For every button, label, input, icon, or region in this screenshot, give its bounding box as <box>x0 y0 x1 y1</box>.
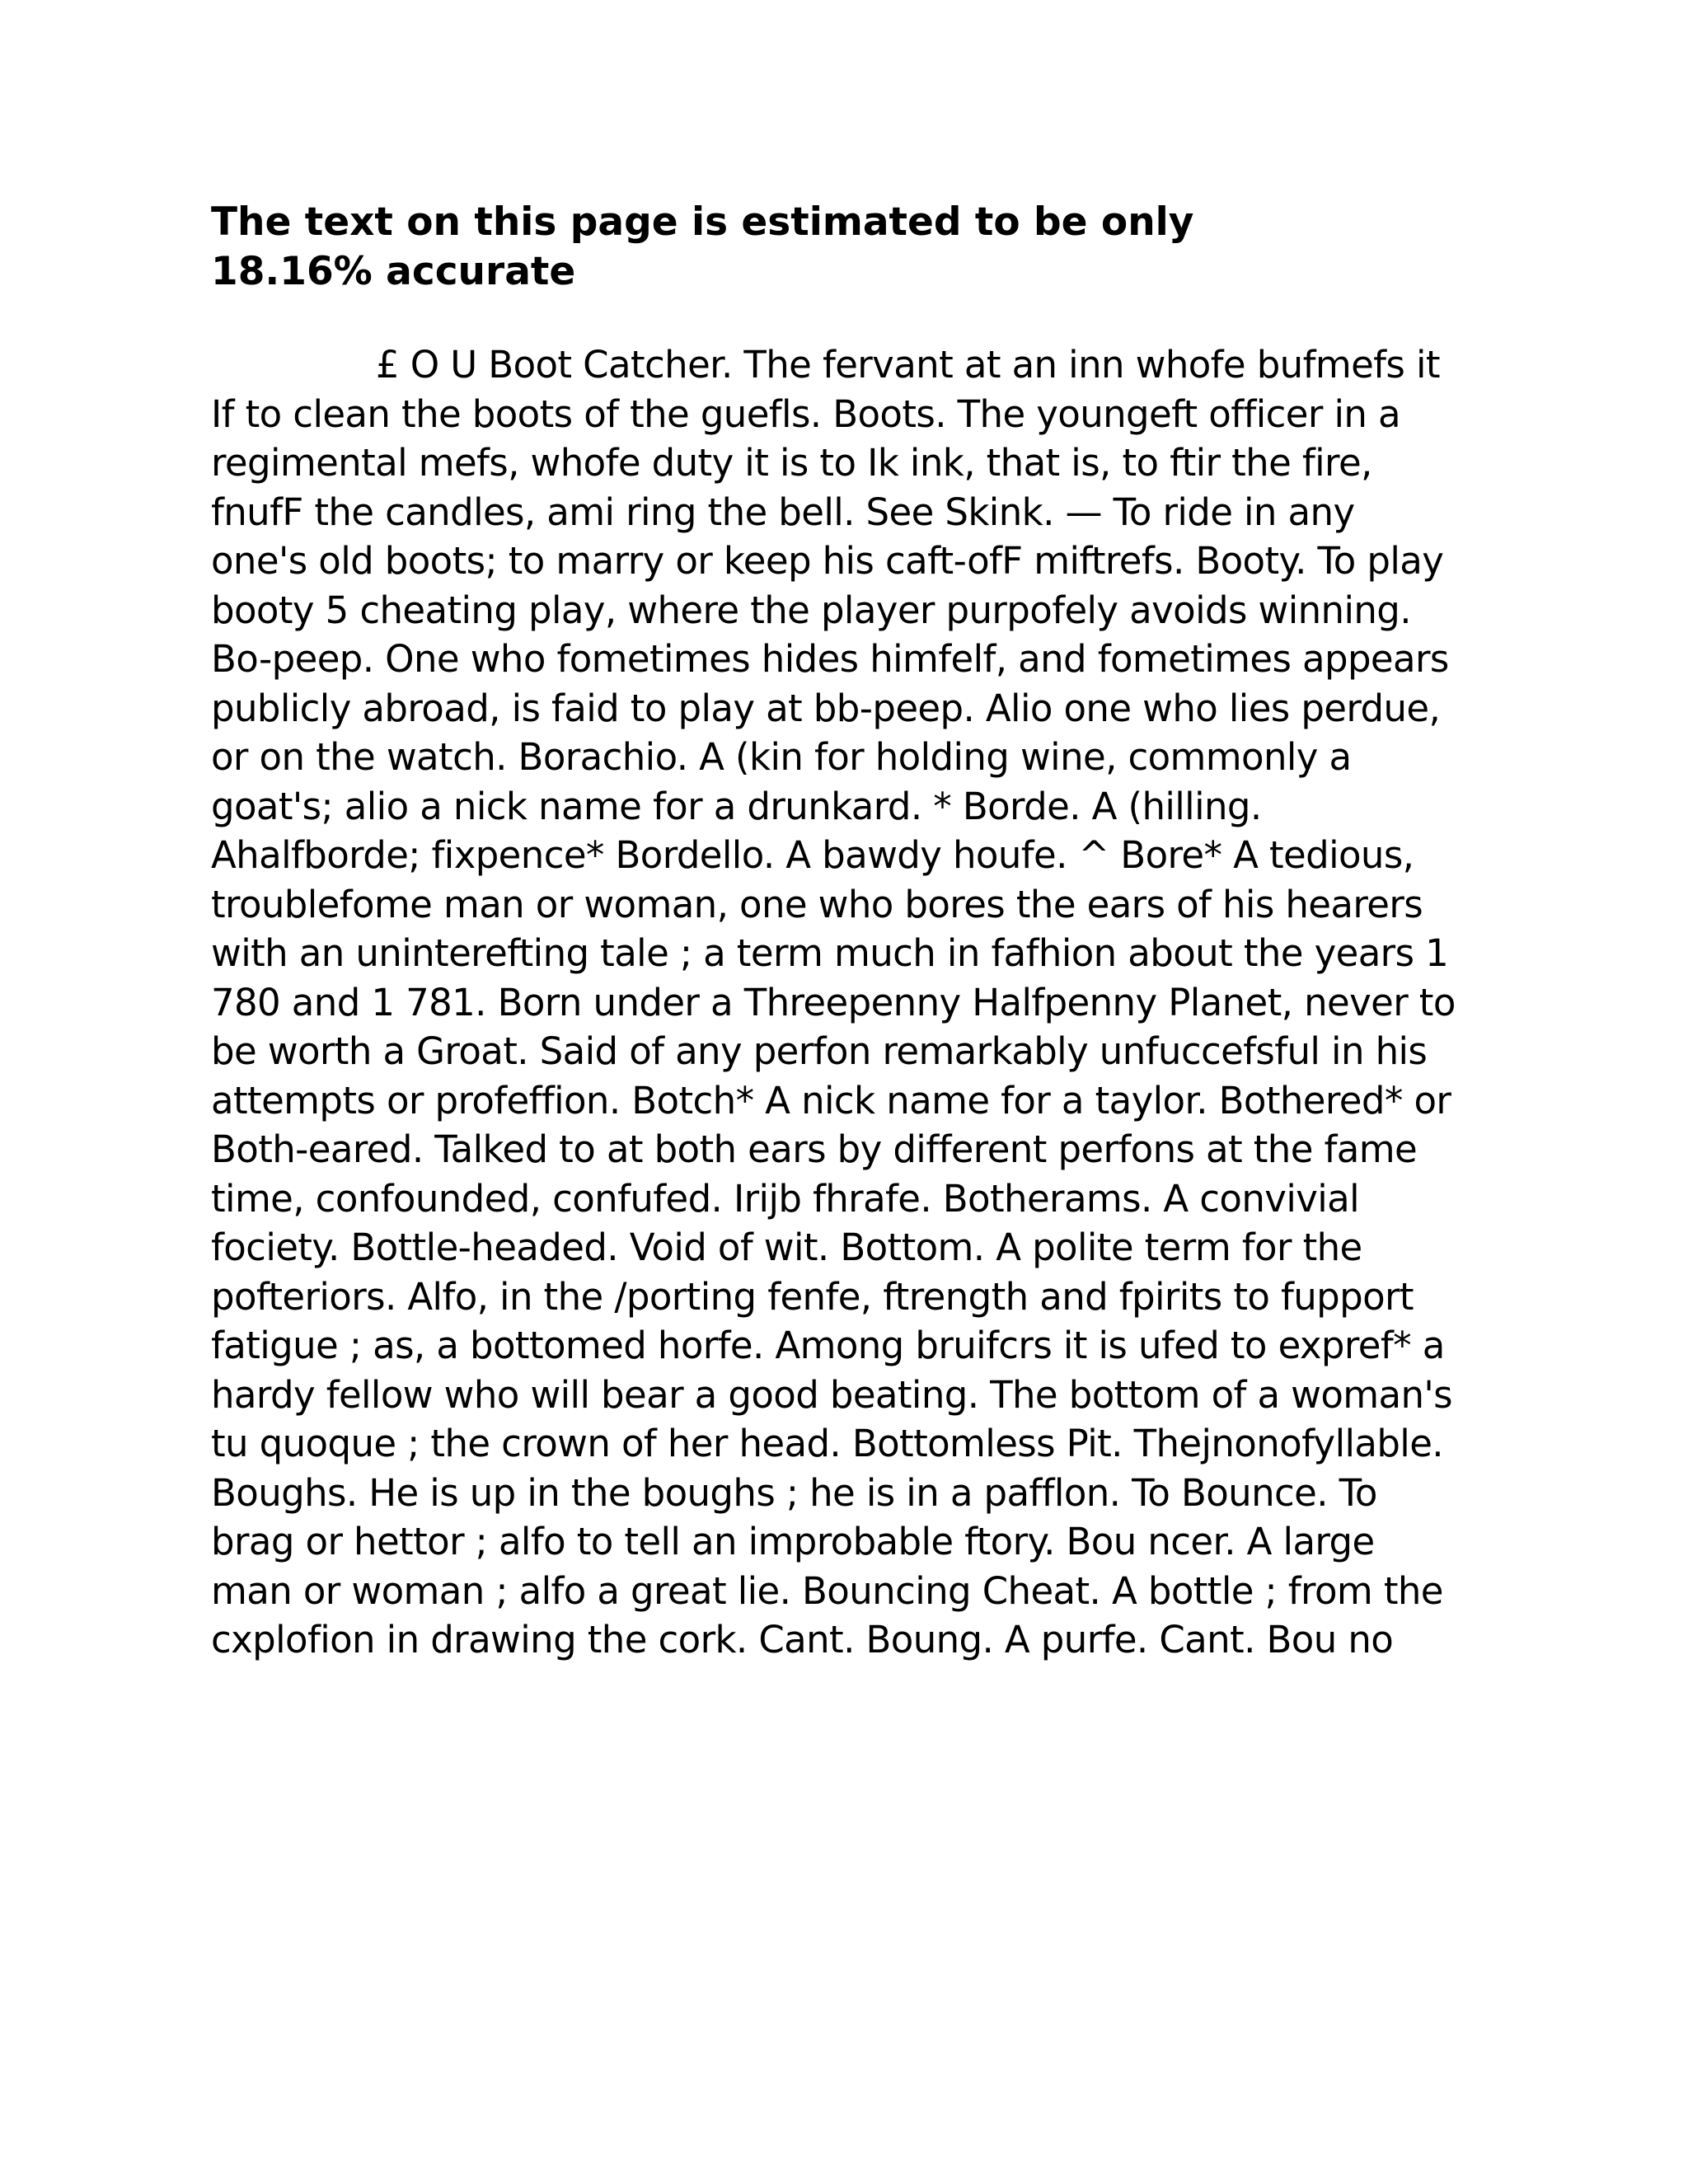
text-line: £ O U Boot Catcher. The fervant at an inn whofe bufmefs it <box>376 343 1440 387</box>
text-line: regimental mefs, whofe duty it is to Ik ink, that is, to ftir the fire, <box>211 441 1372 485</box>
text-line: Boughs. He is up in the boughs ; he is in a pafflon. To Bounce. To <box>211 1470 1377 1515</box>
text-line: be worth a Groat. Said of any perfon remarkably unfuccefsful in his <box>211 1029 1428 1073</box>
text-line: one's old boots; to marry or keep his caft-ofF miftrefs. Booty. To play <box>211 539 1444 583</box>
text-line: man or woman ; alfo a great lie. Bouncing Cheat. A bottle ; from the <box>211 1568 1443 1613</box>
text-line: goat's; alio a nick name for a drunkard. * Borde. A (hilling. <box>211 784 1262 828</box>
text-line: publicly abroad, is faid to play at bb-peep. Alio one who lies perdue, <box>211 686 1441 730</box>
text-line: Ahalfborde; fixpence* Bordello. A bawdy houfe. ^ Bore* A tedious, <box>211 833 1414 877</box>
text-line: fociety. Bottle-headed. Void of wit. Bottom. A polite term for the <box>211 1226 1362 1269</box>
text-line: time, confounded, confufed. Irijb fhrafe. Botherams. A convivial <box>211 1176 1360 1221</box>
text-line: attempts or profeffion. Botch* A nick name for a taylor. Bothered* or <box>211 1078 1451 1122</box>
text-line: booty 5 cheating play, where the player purpofely avoids winning. <box>211 588 1411 632</box>
ocr-body-text <box>211 340 1480 1665</box>
text-line: 780 and 1 781. Born under a Threepenny Halfpenny Planet, never to <box>211 980 1456 1024</box>
text-line: Both-eared. Talked to at both ears by different perfons at the fame <box>211 1127 1418 1171</box>
ocr-accuracy-notice: The text on this page is estimated to be only 18.16% accurate <box>211 199 1194 294</box>
text-line: brag or hettor ; alfo to tell an improbable ftory. Bou ncer. A large <box>211 1520 1375 1563</box>
text-line: or on the watch. Borachio. A (kin for holding wine, commonly a <box>211 735 1352 779</box>
text-line: If to clean the boots of the guefls. Boots. The youngeft officer in a <box>211 391 1400 436</box>
text-line: tu quoque ; the crown of her head. Bottomless Pit. Thejnonofyllable. <box>211 1422 1444 1465</box>
text-line: fnufF the candles, ami ring the bell. See Skink. — To ride in any <box>211 490 1355 534</box>
text-line: with an uninterefting tale ; a term much in fafhion about the years 1 <box>211 931 1449 975</box>
text-line: Bo-peep. One who fometimes hides himfelf, and fometimes appears <box>211 637 1449 681</box>
text-line: hardy fellow who will bear a good beating. The bottom of a woman's <box>211 1372 1453 1417</box>
text-line: cxplofion in drawing the cork. Cant. Boung. A purfe. Cant. Bou no <box>211 1618 1394 1661</box>
text-line: fatigue ; as, a bottomed horfe. Among bruifcrs it is ufed to expref* a <box>211 1324 1445 1367</box>
text-line: pofteriors. Alfo, in the /porting fenfe, ftrength and fpirits to fupport <box>211 1274 1414 1319</box>
text-line: troublefome man or woman, one who bores the ears of his hearers <box>211 882 1423 926</box>
